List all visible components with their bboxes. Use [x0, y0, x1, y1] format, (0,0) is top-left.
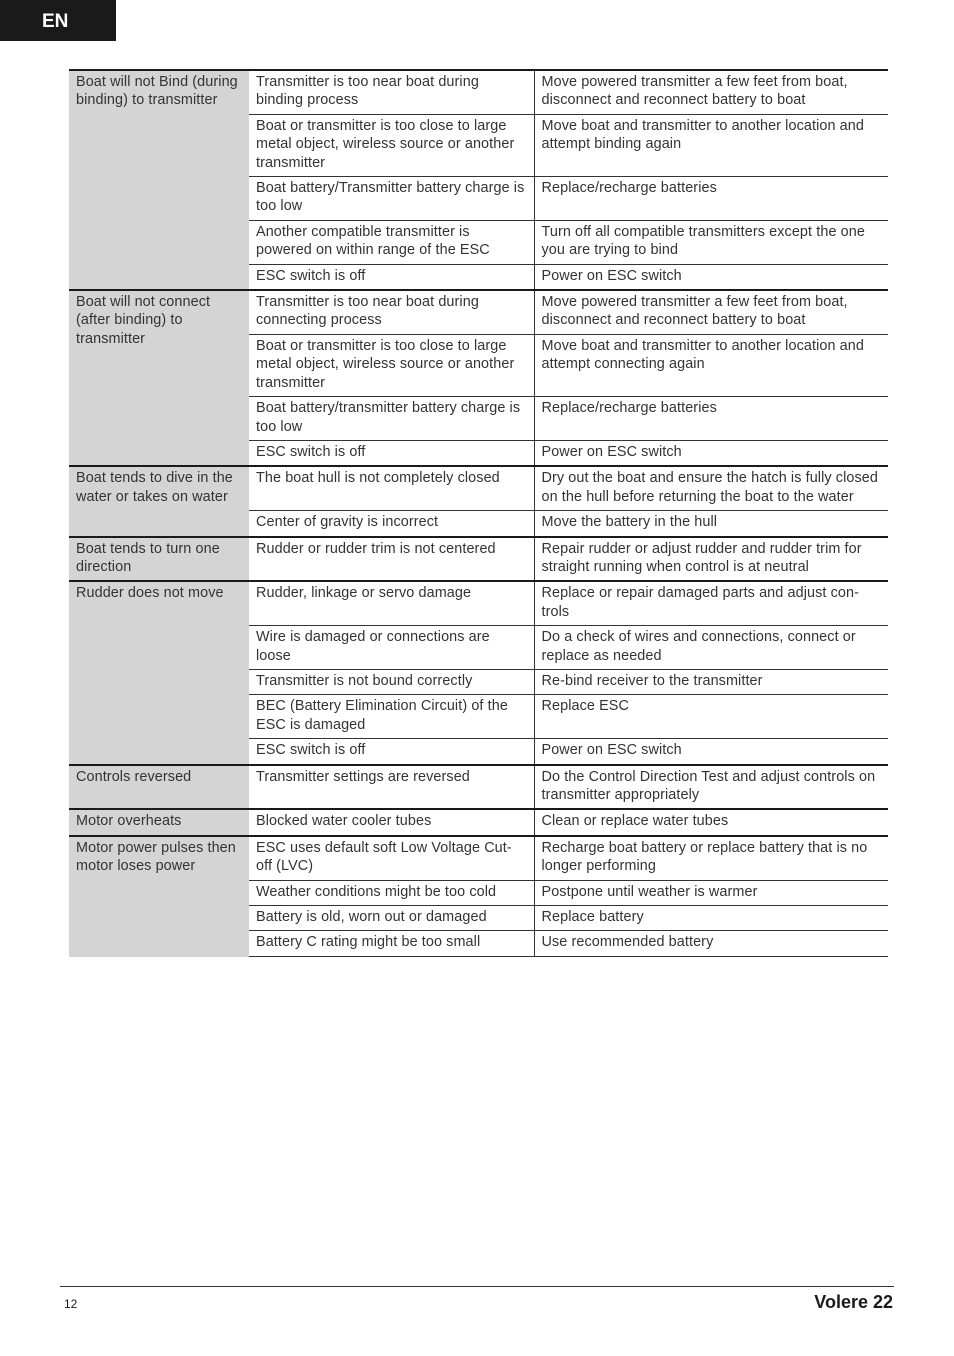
language-tab: EN	[0, 0, 116, 41]
cause-cell: Transmitter settings are reversed	[249, 765, 534, 810]
cause-cell: Blocked water cooler tubes	[249, 809, 534, 835]
cause-cell: Rudder or rudder trim is not centered	[249, 537, 534, 582]
cause-cell: Rudder, linkage or servo damage	[249, 581, 534, 625]
cause-cell: ESC switch is off	[249, 739, 534, 765]
table-row	[69, 836, 888, 880]
problem-cell: Boat tends to turn one direction	[69, 537, 249, 582]
cause-cell: ESC switch is off	[249, 264, 534, 290]
cause-cell: Boat battery/Transmitter battery charge is too low	[249, 177, 534, 221]
solution-cell: Move boat and transmitter to another location and attempt binding again	[534, 114, 888, 176]
cause-cell: Weather conditions might be too cold	[249, 880, 534, 905]
cause-cell: Transmitter is not bound correctly	[249, 669, 534, 694]
cause-cell: ESC uses default soft Low Voltage Cut-off (LVC)	[249, 836, 534, 880]
solution-cell: Move boat and transmitter to another location and attempt connecting again	[534, 334, 888, 396]
problem-cell: Boat will not connect (after binding) to transmitter	[69, 290, 249, 466]
solution-cell: Power on ESC switch	[534, 264, 888, 290]
solution-cell: Move powered transmitter a few feet from boat, disconnect and reconnect battery to boat	[534, 70, 888, 114]
solution-cell: Turn off all compatible transmitters except the one you are trying to bind	[534, 220, 888, 264]
solution-cell: Move the battery in the hull	[534, 511, 888, 537]
solution-cell: Recharge boat battery or replace battery that is no longer performing	[534, 836, 888, 880]
solution-cell: Move powered transmitter a few feet from boat, disconnect and reconnect battery to boat	[534, 290, 888, 334]
solution-cell: Clean or replace water tubes	[534, 809, 888, 835]
solution-cell: Repair rudder or adjust rudder and rudder trim for straight running when control is at neutral	[534, 537, 888, 582]
cause-cell: Boat or transmitter is too close to large metal object, wireless source or another transmitter	[249, 334, 534, 396]
problem-cell: Rudder does not move	[69, 581, 249, 764]
solution-cell: Do a check of wires and connections, connect or replace as needed	[534, 626, 888, 670]
page-number: 12	[64, 1297, 78, 1311]
cause-cell: BEC (Battery Elimination Circuit) of the ESC is damaged	[249, 695, 534, 739]
cause-cell: Center of gravity is incorrect	[249, 511, 534, 537]
solution-cell: Do the Control Direction Test and adjust controls on transmitter appropriately	[534, 765, 888, 810]
solution-cell: Power on ESC switch	[534, 739, 888, 765]
table-row	[69, 537, 888, 582]
solution-cell: Replace ESC	[534, 695, 888, 739]
table-row	[69, 765, 888, 810]
table-row	[69, 466, 888, 510]
table-row	[69, 581, 888, 625]
solution-cell: Use recommended battery	[534, 931, 888, 956]
cause-cell: Boat battery/transmitter battery charge is too low	[249, 397, 534, 441]
table-row	[69, 290, 888, 334]
problem-cell: Controls reversed	[69, 765, 249, 810]
solution-cell: Replace or repair damaged parts and adjust con-trols	[534, 581, 888, 625]
cause-cell: Battery is old, worn out or damaged	[249, 906, 534, 931]
cause-cell: Battery C rating might be too small	[249, 931, 534, 956]
footer-rule	[60, 1286, 894, 1287]
cause-cell: Transmitter is too near boat during binding process	[249, 70, 534, 114]
solution-cell: Replace/recharge batteries	[534, 397, 888, 441]
problem-cell: Boat tends to dive in the water or takes on water	[69, 466, 249, 536]
cause-cell: Transmitter is too near boat during connecting process	[249, 290, 534, 334]
cause-cell: Another compatible transmitter is powered on within range of the ESC	[249, 220, 534, 264]
cause-cell: ESC switch is off	[249, 440, 534, 466]
problem-cell: Motor overheats	[69, 809, 249, 835]
solution-cell: Dry out the boat and ensure the hatch is fully closed on the hull before returning the boat to the water	[534, 466, 888, 510]
table-row	[69, 70, 888, 114]
problem-cell: Motor power pulses then motor loses power	[69, 836, 249, 957]
solution-cell: Replace/recharge batteries	[534, 177, 888, 221]
cause-cell: Boat or transmitter is too close to large metal object, wireless source or another transmitter	[249, 114, 534, 176]
solution-cell: Replace battery	[534, 906, 888, 931]
problem-cell: Boat will not Bind (during binding) to transmitter	[69, 70, 249, 290]
cause-cell: Wire is damaged or connections are loose	[249, 626, 534, 670]
product-name: Volere 22	[814, 1292, 893, 1312]
troubleshooting-table-body	[69, 70, 888, 956]
cause-cell: The boat hull is not completely closed	[249, 466, 534, 510]
troubleshooting-table	[69, 69, 888, 957]
solution-cell: Power on ESC switch	[534, 440, 888, 466]
solution-cell: Re-bind receiver to the transmitter	[534, 669, 888, 694]
solution-cell: Postpone until weather is warmer	[534, 880, 888, 905]
table-row	[69, 809, 888, 835]
